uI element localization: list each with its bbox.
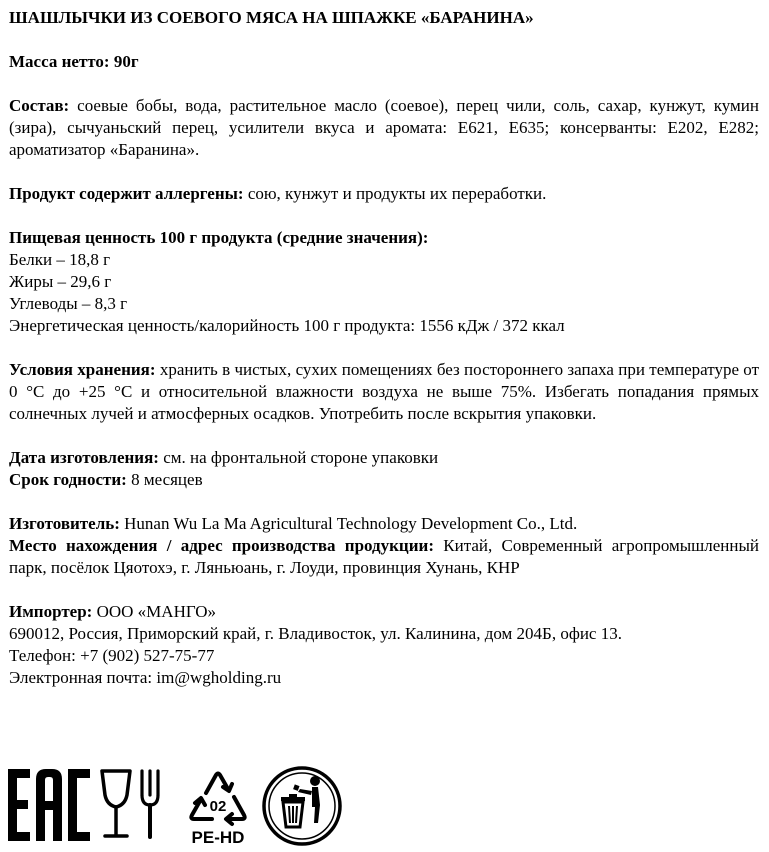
nutrition-heading-text: Пищевая ценность 100 г продукта (средние значения): <box>9 228 429 247</box>
importer-email: Электронная почта: im@wgholding.ru <box>9 668 282 687</box>
manufacturer-label: Изготовитель: <box>9 514 120 533</box>
manufacturer-line <box>9 513 759 535</box>
manufacture-date-label: Дата изготовления: <box>9 448 159 467</box>
food-contact-icon <box>96 765 172 845</box>
shelf-life-value: 8 месяцев <box>131 470 203 489</box>
storage-label: Условия хранения: <box>9 360 156 379</box>
manufacturer-value: Hunan Wu La Ma Agricultural Technology Development Co., Ltd. <box>124 514 578 533</box>
nutrition-heading <box>9 227 759 249</box>
manufacture-date-value: см. на фронтальной стороне упаковки <box>163 448 439 467</box>
eac-mark-icon <box>8 765 92 845</box>
nutrition-carbs: Углеводы – 8,3 г <box>9 294 128 313</box>
importer-name: ООО «МАНГО» <box>96 602 217 621</box>
importer-label: Импортер: <box>9 602 93 621</box>
production-address-paragraph <box>9 535 759 579</box>
composition-paragraph <box>9 95 759 161</box>
manufacture-date-line <box>9 447 759 469</box>
net-weight-line <box>9 51 759 73</box>
production-address-value: Китай, Современный агропромышленный парк, посёлок Цяотохэ, г. Ляньюань, г. Лоуди, провинция Хунань, КНР <box>9 536 760 577</box>
tidy-man-bin-icon <box>260 765 344 847</box>
recycle-material-text: PE-HD <box>191 828 245 847</box>
recycle-code-text: 02 <box>209 798 227 815</box>
allergens-value: сою, кунжут и продукты их переработки. <box>247 184 547 203</box>
importer-phone: Телефон: +7 (902) 527-75-77 <box>9 646 215 665</box>
importer-line <box>9 601 759 623</box>
storage-paragraph <box>9 359 759 425</box>
allergens-paragraph <box>9 183 759 205</box>
nutrition-fats: Жиры – 29,6 г <box>9 272 112 291</box>
shelf-life-label: Срок годности: <box>9 470 127 489</box>
storage-value: хранить в чистых, сухих помещениях без постороннего запаха при температуре от 0 °С до +25 °С и относительной влажности воздуха не выше 75%. Избегать попадания прямых солнечных лучей и атмосферных осадков. Употребить после вскрытия упаковки. <box>9 360 760 423</box>
composition-label: Состав: <box>9 96 70 115</box>
production-address-label: Место нахождения / адрес производства продукции: <box>9 536 434 555</box>
shelf-life-line <box>9 469 759 491</box>
nutrition-energy: Энергетическая ценность/калорийность 100 г продукта: 1556 кДж / 372 ккал <box>9 316 565 335</box>
certification-marks <box>8 765 348 847</box>
allergens-label: Продукт содержит аллергены: <box>9 184 244 203</box>
net-weight-label: Масса нетто: <box>9 52 110 71</box>
nutrition-proteins: Белки – 18,8 г <box>9 250 111 269</box>
importer-address: 690012, Россия, Приморский край, г. Владивосток, ул. Калинина, дом 204Б, офис 13. <box>9 624 622 643</box>
product-title: ШАШЛЫЧКИ ИЗ СОЕВОГО МЯСА НА ШПАЖКЕ «БАРАНИНА» <box>9 8 534 27</box>
recycle-pe-hd-icon <box>176 765 260 847</box>
composition-value: соевые бобы, вода, растительное масло (соевое), перец чили, соль, сахар, кунжут, кумин (зира), сычуаньский перец, усилители вкуса и аромата: Е621, Е635; консерванты: Е202, Е282; ароматизатор «Баранина». <box>9 96 759 159</box>
net-weight-value: 90г <box>113 52 139 71</box>
label-document <box>9 7 759 689</box>
